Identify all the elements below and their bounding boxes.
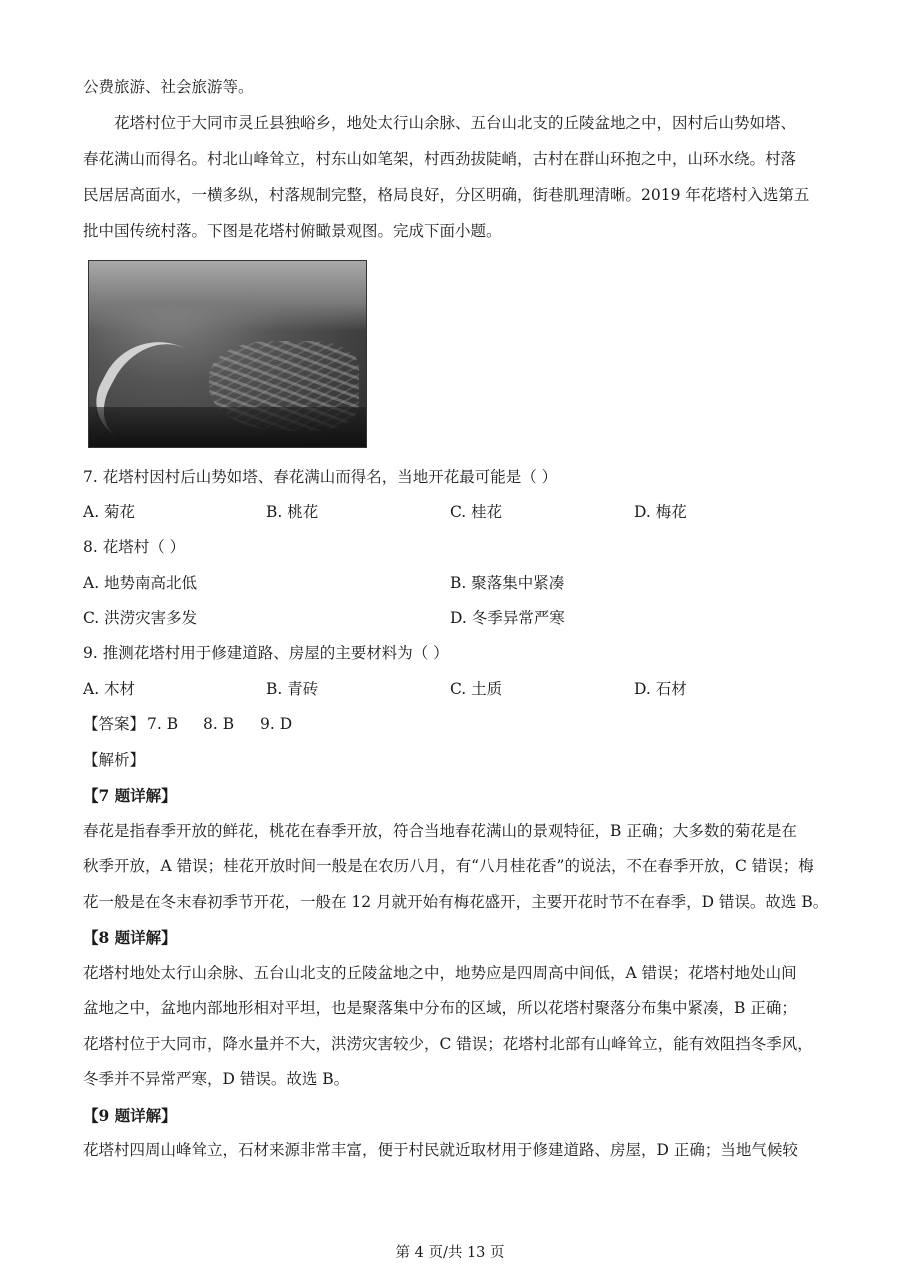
photo-ground-shadow [89, 407, 366, 447]
analysis-heading-7: 【7 题详解】 [83, 786, 177, 805]
answer-value-9: 9. D [260, 715, 293, 733]
question-9-option-a: A. 木材 [83, 680, 136, 698]
answer-label: 【答案】 [83, 715, 146, 733]
question-9-stem: 9. 推测花塔村用于修建道路、房屋的主要材料为（ ） [83, 644, 449, 662]
intro-para-line-3: 民居居高面水，一横多纵，村落规制完整，格局良好，分区明确，街巷肌理清晰。2019 年花塔村入选第五 [83, 186, 810, 204]
question-7-option-c: C. 桂花 [450, 503, 503, 521]
question-7-stem: 7. 花塔村因村后山势如塔、春花满山而得名，当地开花最可能是（ ） [83, 468, 558, 486]
question-9-option-c: C. 土质 [450, 680, 503, 698]
question-7-option-d: D. 梅花 [634, 503, 687, 521]
question-8-option-d: D. 冬季异常严寒 [450, 609, 565, 627]
question-8-option-b: B. 聚落集中紧凑 [450, 574, 565, 592]
answer-value-8: 8. B [203, 715, 235, 733]
analysis-8-line-1: 花塔村地处太行山余脉、五台山北支的丘陵盆地之中，地势应是四周高中间低，A 错误；花塔村地处山间 [83, 964, 797, 982]
intro-para-line-2: 春花满山而得名。村北山峰耸立，村东山如笔架，村西劲拔陡峭，古村在群山环抱之中，山环水绕。村落 [83, 150, 797, 168]
question-9-option-d: D. 石材 [634, 680, 687, 698]
answer-value-7: 7. B [147, 715, 179, 733]
question-7-option-a: A. 菊花 [83, 503, 136, 521]
page-footer: 第 4 页/共 13 页 [395, 1245, 505, 1261]
analysis-7-line-2: 秋季开放，A 错误；桂花开放时间一般是在农历八月，有“八月桂花香”的说法，不在春季开放，C 错误；梅 [83, 857, 814, 875]
analysis-heading-9: 【9 题详解】 [83, 1106, 177, 1125]
question-8-stem: 8. 花塔村（ ） [83, 538, 186, 556]
question-7-option-b: B. 桃花 [266, 503, 319, 521]
intro-line-0: 公费旅游、社会旅游等。 [83, 78, 254, 96]
analysis-9-line-1: 花塔村四周山峰耸立，石材来源非常丰富，便于村民就近取材用于修建道路、房屋，D 正确；当地气候较 [83, 1141, 798, 1159]
analysis-7-line-3: 花一般是在冬末春初季节开花，一般在 12 月就开始有梅花盛开，主要开花时节不在春季，D 错误。故选 B。 [83, 893, 829, 911]
question-8-option-a: A. 地势南高北低 [83, 574, 198, 592]
intro-para-line-4: 批中国传统村落。下图是花塔村俯瞰景观图。完成下面小题。 [83, 222, 502, 240]
analysis-heading-8: 【8 题详解】 [83, 928, 177, 947]
analysis-8-line-4: 冬季并不异常严寒，D 错误。故选 B。 [83, 1070, 350, 1088]
analysis-8-line-3: 花塔村位于大同市，降水量并不大，洪涝灾害较少，C 错误；花塔村北部有山峰耸立，能有效阻挡冬季风， [83, 1035, 813, 1053]
photo-mist-area [89, 261, 366, 331]
analysis-label: 【解析】 [83, 751, 146, 769]
question-8-option-c: C. 洪涝灾害多发 [83, 609, 198, 627]
question-9-option-b: B. 青砖 [266, 680, 319, 698]
analysis-8-line-2: 盆地之中，盆地内部地形相对平坦，也是聚落集中分布的区域，所以花塔村聚落分布集中紧凑，B 正确； [83, 999, 797, 1017]
analysis-7-line-1: 春花是指春季开放的鲜花，桃花在春季开放，符合当地春花满山的景观特征，B 正确；大多数的菊花是在 [83, 822, 797, 840]
village-aerial-photo [88, 260, 367, 448]
intro-para-line-1: 花塔村位于大同市灵丘县独峪乡，地处太行山余脉、五台山北支的丘陵盆地之中，因村后山势如塔、 [114, 114, 797, 132]
